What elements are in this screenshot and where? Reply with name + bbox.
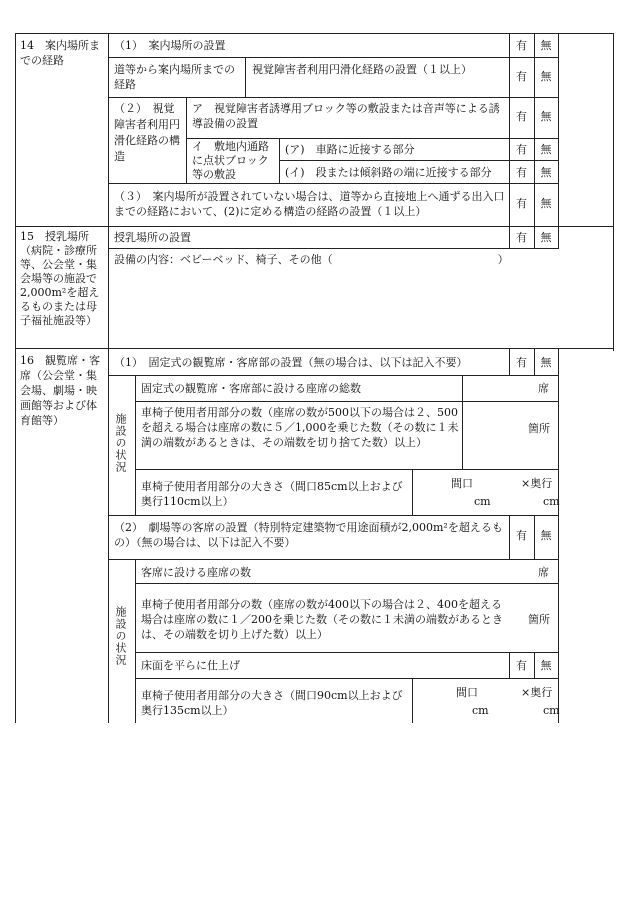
yes-label: 有 (516, 70, 527, 83)
no-label: 無 (540, 166, 552, 179)
depth-label: ×奥行 (521, 686, 553, 699)
no-label: 無 (540, 356, 552, 369)
seat-unit: 席 (538, 566, 549, 579)
s14-route-label: 道等から案内場所までの経路 (114, 63, 235, 91)
s14-dot-block-label: イ 敷地内通路に点状ブロック等の敷設 (192, 140, 269, 181)
s16-flat-floor: 床面を平らに仕上げ (141, 659, 240, 672)
no-label: 無 (540, 70, 552, 83)
s16-theater-seating-setup: （2） 劇場等の客席の設置（特別特定建築物で用途面積が2,000m²を超えるもの）（無の場合は、以下は記入不要） (114, 521, 503, 549)
yes-label: 有 (516, 529, 527, 542)
yes-label: 有 (516, 166, 527, 179)
s14-route-text: 視覚障害者利用円滑化経路の設置（１以上） (252, 63, 472, 76)
facility-status-label: 施設の状況 (114, 606, 127, 666)
yes-label: 有 (516, 197, 527, 210)
s16-theater-wheelchair-size: 車椅子使用者用部分の大きさ（間口90cm以上および奥行135cm以上） (141, 689, 403, 717)
no-label: 無 (540, 143, 552, 156)
no-label: 無 (540, 529, 552, 542)
depth-label: ×奥行 (521, 477, 553, 490)
no-label: 無 (540, 110, 552, 123)
s15-nursing-place-setup: 授乳場所の設置 (114, 231, 191, 244)
s14-near-driveway: (ア) 車路に近接する部分 (285, 143, 415, 156)
frontage-label: 間口 (451, 477, 473, 490)
no-label: 無 (540, 197, 552, 210)
cm-unit: cm (472, 704, 489, 717)
section-14-heading: 14 案内場所までの経路 (20, 39, 100, 67)
yes-label: 有 (516, 356, 527, 369)
yes-label: 有 (516, 659, 527, 672)
yes-label: 有 (516, 231, 527, 244)
place-unit: 箇所 (528, 613, 550, 626)
cm-unit: cm (543, 495, 560, 508)
s16-wheelchair-spaces-count: 車椅子使用者用部分の数（座席の数が500以下の場合は２、500を超える場合は座席の数に５／1,000を乗じた数（その数に１未満の端数があるときは、その端数を切り捨てた数）以上） (141, 406, 459, 449)
place-unit: 箇所 (528, 422, 550, 435)
s16-audience-seats: 客席に設ける座席の数 (141, 566, 251, 579)
facility-status-label: 施設の状況 (114, 413, 127, 473)
no-label: 無 (540, 231, 552, 244)
no-label: 無 (540, 39, 552, 52)
frontage-label: 間口 (456, 686, 478, 699)
no-label: 無 (540, 659, 552, 672)
s16-wheelchair-space-size: 車椅子使用者用部分の大きさ（間口85cm以上および奥行110cm以上） (141, 480, 403, 508)
section-15-heading: 15 授乳場所（病院・診療所等、公会堂・集会場等の施設で2,000m²を超えるものまたは母子福祉施設等） (20, 230, 100, 327)
s14-no-guidance-route: （３） 案内場所が設置されていない場合は、道等から直接地上へ通ずる出入口までの経路において、(2)に定める構造の経路の設置（１以上） (114, 190, 505, 218)
yes-label: 有 (516, 143, 527, 156)
s14-near-step-edge: (イ) 段または傾斜路の端に近接する部分 (285, 166, 492, 179)
yes-label: 有 (516, 110, 527, 123)
cm-unit: cm (474, 495, 491, 508)
s14-block-or-audio: ア 視覚障害者誘導用ブロック等の敷設または音声等による誘導設備の設置 (192, 102, 500, 130)
s16-total-seats: 固定式の観覧席・客席部に設ける座席の総数 (141, 382, 361, 395)
s14-guidance-place-setup: （1） 案内場所の設置 (114, 39, 226, 52)
s15-equipment-details: 設備の内容：ベビーベッド、椅子、その他（ ） (114, 253, 509, 266)
section-16-heading: 16 観覧席・客席（公会堂・集会場、劇場・映画館等および体育館等） (20, 354, 100, 427)
yes-label: 有 (516, 39, 527, 52)
s16-theater-wheelchair-count: 車椅子使用者用部分の数（座席の数が400以下の場合は２、400を超える場合は座席の数に１／200を乗じた数（その数に１未満の端数があるときは、その端数を切り上げた数）以上） (141, 598, 503, 641)
s14-route-structure-label: （２） 視覚障害者利用円滑化経路の構造 (114, 102, 180, 163)
s16-fixed-seating-setup: （1） 固定式の観覧席・客席部の設置（無の場合は、以下は記入不要） (114, 356, 468, 369)
cm-unit: cm (543, 704, 560, 717)
seat-unit: 席 (538, 382, 549, 395)
